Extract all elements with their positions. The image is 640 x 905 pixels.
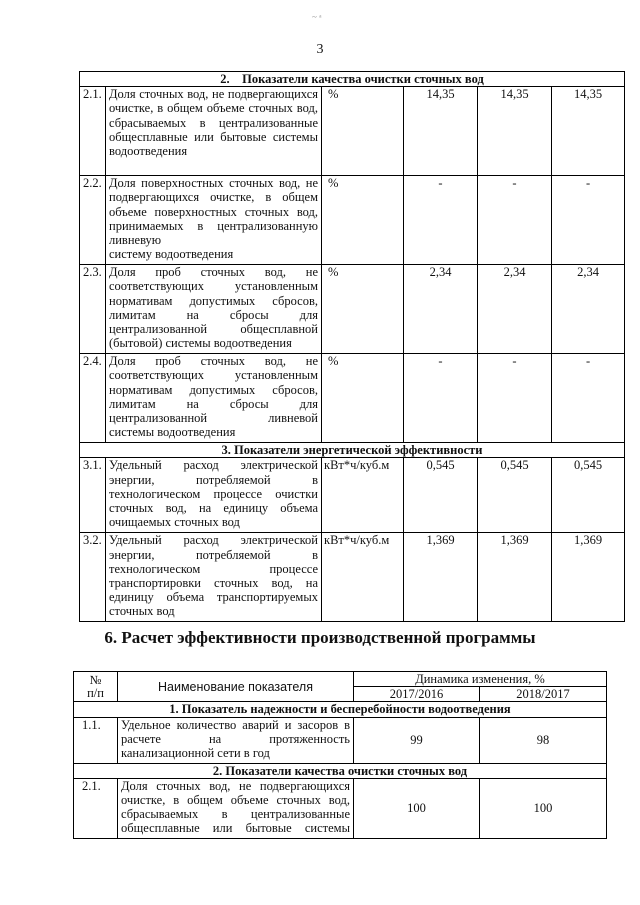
value-1: 2,34 bbox=[404, 265, 478, 354]
table-row bbox=[80, 265, 625, 354]
header-year-1: 2017/2016 bbox=[354, 687, 480, 702]
text-line: Удельный расход электрической bbox=[109, 458, 318, 473]
value-2018-2017: 100 bbox=[480, 778, 607, 838]
text-line: Удельный расход электрической bbox=[109, 533, 318, 548]
page-number: 3 bbox=[316, 42, 324, 57]
value-1: - bbox=[404, 354, 478, 443]
table-row bbox=[74, 717, 607, 763]
table-row bbox=[80, 176, 625, 265]
text-line: Доля проб сточных вод, не bbox=[109, 265, 318, 280]
text-line: подвергающихся очистке, в общем bbox=[109, 87, 318, 116]
section-header: 2. Показатели качества очистки сточных вод bbox=[74, 763, 607, 778]
indicator-name bbox=[106, 265, 322, 354]
value-3: 2,34 bbox=[552, 265, 625, 354]
value-2: 1,369 bbox=[478, 533, 552, 622]
unit: % bbox=[322, 176, 404, 265]
scan-mark: ~ ᵃ bbox=[312, 12, 322, 22]
value-3: 0,545 bbox=[552, 458, 625, 533]
text-line: лимитам на сбросы для bbox=[109, 396, 318, 411]
text-line: централизованную ливневую bbox=[109, 218, 319, 248]
text-line: канализационной сети в год bbox=[121, 746, 270, 761]
quality-indicators-table bbox=[79, 71, 625, 622]
value-2: - bbox=[478, 354, 552, 443]
row-number: 2.1. bbox=[80, 87, 106, 176]
value-1: 0,545 bbox=[404, 458, 478, 533]
text-line: расчете на протяженность bbox=[121, 731, 350, 746]
text-line: соответствующих установленным bbox=[109, 368, 318, 383]
text-line: не подвергающихся очистке, в bbox=[109, 176, 319, 205]
header-year-2: 2018/2017 bbox=[480, 687, 607, 702]
text-line: лимитам на сбросы для bbox=[109, 307, 318, 322]
text-line: Удельное количество аварий и засоров в bbox=[121, 717, 350, 732]
unit: % bbox=[322, 265, 404, 354]
value-3: - bbox=[552, 176, 625, 265]
efficiency-table bbox=[73, 671, 607, 839]
text-line: водоотведения bbox=[109, 144, 188, 159]
row-number: 3.2. bbox=[80, 533, 106, 622]
value-1: 14,35 bbox=[404, 87, 478, 176]
table-row bbox=[80, 458, 625, 533]
unit: % bbox=[322, 87, 404, 176]
header-indicator-name: Наименование показателя bbox=[118, 672, 354, 702]
text-line: единицу объема транспортируемых bbox=[109, 590, 318, 605]
text-line: технологическом процессе очистки bbox=[109, 486, 318, 501]
row-number: 2.2. bbox=[80, 176, 106, 265]
indicator-name bbox=[118, 778, 354, 838]
header-number bbox=[74, 672, 118, 702]
text-line: (бытовой) системы водоотведения bbox=[109, 336, 292, 351]
section-header: 1. Показатель надежности и бесперебойности водоотведения bbox=[74, 702, 607, 717]
text-line: сточных вод, принимаемых в bbox=[109, 204, 319, 233]
text-line: или бытовые системы bbox=[194, 129, 318, 144]
text-line: технологическом процессе bbox=[109, 561, 318, 576]
value-1: - bbox=[404, 176, 478, 265]
text-line: систему водоотведения bbox=[109, 247, 234, 262]
indicator-name bbox=[118, 717, 354, 763]
text-line: нормативам допустимых сбросов, bbox=[109, 293, 318, 308]
unit: % bbox=[322, 354, 404, 443]
text-line: сбрасываемых в централизованные bbox=[121, 807, 350, 822]
value-2017-2016: 99 bbox=[354, 717, 480, 763]
header-dynamics: Динамика изменения, % bbox=[354, 672, 607, 687]
indicator-name bbox=[106, 533, 322, 622]
indicator-name bbox=[106, 87, 322, 176]
text-line: централизованной общесплавной bbox=[109, 322, 318, 337]
text-line: Доля сточных вод, не bbox=[109, 87, 225, 102]
value-2018-2017: 98 bbox=[480, 717, 607, 763]
text-line: системы водоотведения bbox=[109, 425, 236, 440]
text-line: нормативам допустимых сбросов, bbox=[109, 382, 318, 397]
indicator-name bbox=[106, 458, 322, 533]
value-1: 1,369 bbox=[404, 533, 478, 622]
value-2017-2016: 100 bbox=[354, 778, 480, 838]
row-number: 2.3. bbox=[80, 265, 106, 354]
indicator-name bbox=[106, 176, 322, 265]
value-3: 1,369 bbox=[552, 533, 625, 622]
section-header: 2. Показатели качества очистки сточных вод bbox=[80, 72, 625, 87]
section-heading: 6. Расчет эффективности производственной программы bbox=[104, 628, 536, 647]
header-number-symbol: № bbox=[89, 672, 102, 687]
text-line: энергии, потребляемой в bbox=[109, 472, 318, 487]
text-line: в централизованные общесплавные bbox=[109, 115, 318, 144]
text-line: сточных вод, на единицу объема bbox=[109, 501, 318, 516]
text-line: Доля проб сточных вод, не bbox=[109, 354, 318, 369]
text-line: Доля поверхностных сточных вод, bbox=[109, 176, 301, 191]
text-line: объеме сточных вод, сбрасываемых bbox=[109, 101, 318, 130]
text-line: очищаемых сточных вод bbox=[109, 515, 240, 530]
text-line: энергии, потребляемой в bbox=[109, 547, 318, 562]
text-line: централизованной ливневой bbox=[109, 411, 318, 426]
header-number-abbr: п/п bbox=[87, 685, 104, 700]
value-3: - bbox=[552, 354, 625, 443]
row-number: 2.4. bbox=[80, 354, 106, 443]
value-2: 2,34 bbox=[478, 265, 552, 354]
value-3: 14,35 bbox=[552, 87, 625, 176]
text-line: общем объеме поверхностных bbox=[109, 190, 318, 219]
indicator-name bbox=[106, 354, 322, 443]
table-row bbox=[74, 778, 607, 838]
row-number: 2.1. bbox=[74, 778, 118, 838]
unit: кВт*ч/куб.м bbox=[322, 533, 404, 622]
value-2: 0,545 bbox=[478, 458, 552, 533]
text-line: очистке, в общем объеме сточных вод, bbox=[121, 793, 350, 808]
text-line: сточных вод bbox=[109, 604, 175, 619]
text-line: соответствующих установленным bbox=[109, 279, 318, 294]
row-number: 3.1. bbox=[80, 458, 106, 533]
table-row bbox=[80, 533, 625, 622]
value-2: - bbox=[478, 176, 552, 265]
text-line: Доля сточных вод, не подвергающихся bbox=[121, 778, 350, 793]
unit: кВт*ч/куб.м bbox=[322, 458, 404, 533]
text-line: транспортировки сточных вод, на bbox=[109, 576, 318, 591]
section-header: 3. Показатели энергетической эффективности bbox=[80, 443, 625, 458]
row-number: 1.1. bbox=[74, 717, 118, 763]
table-row bbox=[80, 87, 625, 176]
table-row bbox=[80, 354, 625, 443]
text-line: общесплавные или бытовые системы bbox=[121, 821, 350, 836]
value-2: 14,35 bbox=[478, 87, 552, 176]
